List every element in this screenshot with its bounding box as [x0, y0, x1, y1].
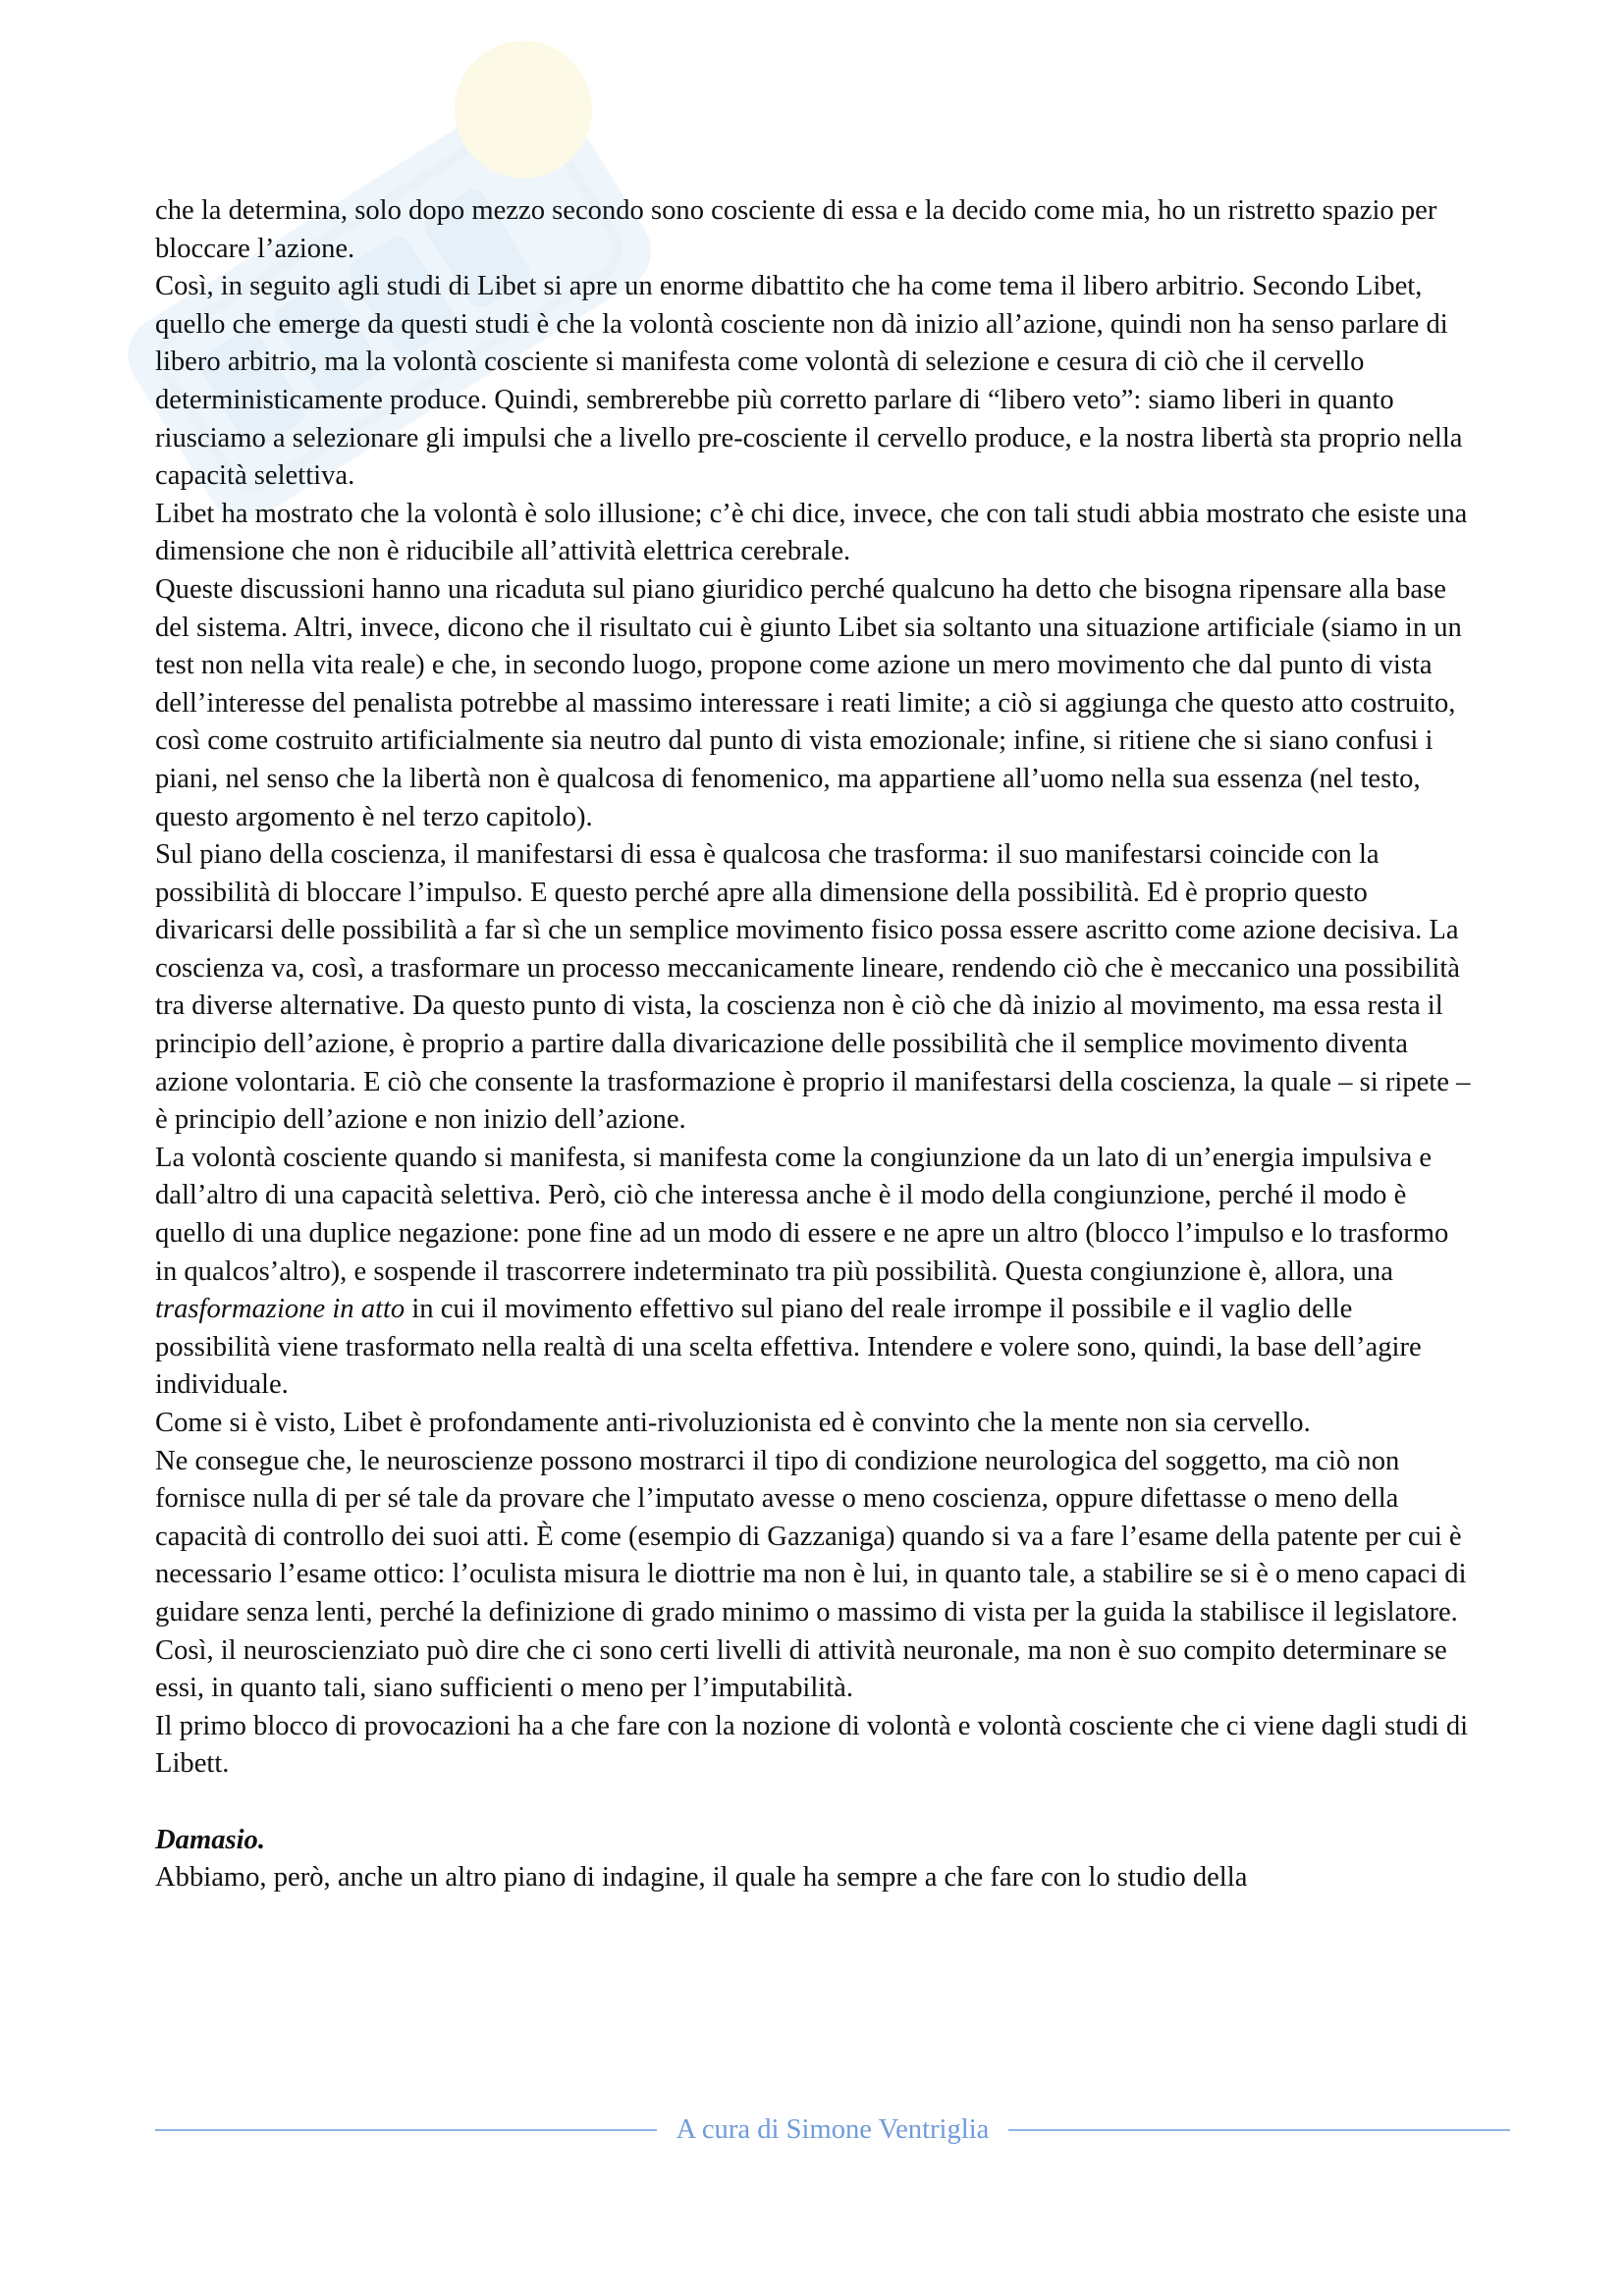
page-footer: [155, 2110, 1510, 2150]
paragraph-with-emphasis: [155, 1140, 1471, 1405]
paragraph: Ne consegue che, le neuroscienze possono mostrarci il tipo di condizione neurologica del soggetto, ma ciò non fornisce nulla di per sé tale da provare che l’imputato avesse o meno coscienza, oppure difettasse o meno della capacità di controllo dei suoi atti. È come (esempio di Gazzaniga) quando si va a fare l’esame della patente per cui è necessario l’esame ottico: l’oculista misura le diottrie ma non è lui, in quanto tale, a stabilire se si è o meno capaci di guidare senza lenti, perché la definizione di grado minimo o massimo di vista per la guida la stabilisce il legislatore. Così, il neuroscienziato può dire che ci sono certi livelli di attività neuronale, ma non è suo compito determinare se essi, in quanto tali, siano sufficienti o meno per l’imputabilità.: [155, 1445, 1467, 1704]
paragraph: Così, in seguito agli studi di Libet si apre un enorme dibattito che ha come tema il libero arbitrio. Secondo Libet, quello che emerge da questi studi è che la volontà cosciente non dà inizio all’azione, quindi non ha senso parlare di libero arbitrio, ma la volontà cosciente si manifesta come volontà di selezione e cesura di ciò che il cervello deterministicamente produce. Quindi, sembrerebbe più corretto parlare di “libero veto”: siamo liberi in quanto riusciamo a selezionare gli impulsi che a livello pre-cosciente il cervello produce, e la nostra libertà sta proprio nella capacità selettiva.: [155, 271, 1463, 492]
paragraph-text: in cui il movimento effettivo sul piano del reale irrompe il possibile e il vaglio delle possibilità viene trasformato nella realtà di una scelta effettiva. Intendere e volere sono, quindi, la base dell’agire individuale.: [155, 1294, 1422, 1401]
paragraph: Il primo blocco di provocazioni ha a che fare con la nozione di volontà e volontà cosciente che ci viene dagli studi di Libett.: [155, 1710, 1469, 1780]
footer-rule-right: [1008, 2129, 1510, 2131]
paragraph: Come si è visto, Libet è profondamente anti-rivoluzionista ed è convinto che la mente non sia cervello.: [155, 1408, 1311, 1438]
paragraph: Libet ha mostrato che la volontà è solo illusione; c’è chi dice, invece, che con tali studi abbia mostrato che esiste una dimensione che non è riducibile all’attività elettrica cerebrale.: [155, 498, 1468, 567]
document-body: [155, 192, 1471, 1897]
paragraph-text: La volontà cosciente quando si manifesta, si manifesta come la congiunzione da un lato di un’energia impulsiva e dall’altro di una capacità selettiva. Però, ciò che interessa anche è il modo della congiunzione, perché il modo è quello di una duplice negazione: pone fine ad un modo di essere e ne apre un altro (blocco l’impulso e lo trasformo in qualcos’altro), e sospende il trascorrere indeterminato tra più possibilità. Questa congiunzione è, allora, una: [155, 1142, 1449, 1287]
footer-author: A cura di Simone Ventriglia: [676, 2114, 990, 2145]
paragraph: Sul piano della coscienza, il manifestarsi di essa è qualcosa che trasforma: il suo manifestarsi coincide con la possibilità di bloccare l’impulso. E questo perché apre alla dimensione della possibilità. Ed è proprio questo divaricarsi delle possibilità a far sì che un semplice movimento fisico possa essere ascritto come azione decisiva. La coscienza va, così, a trasformare un processo meccanicamente lineare, rendendo ciò che è meccanico una possibilità tra diverse alternative. Da questo punto di vista, la coscienza non è ciò che dà inizio al movimento, ma essa resta il principio dell’azione, è proprio a partire dalla divaricazione delle possibilità che il semplice movimento diventa azione volontaria. E ciò che consente la trasformazione è proprio il manifestarsi della coscienza, la quale – si ripete – è principio dell’azione e non inizio dell’azione.: [155, 839, 1471, 1136]
paragraph: Abbiamo, però, anche un altro piano di indagine, il quale ha sempre a che fare con lo studio della: [155, 1862, 1248, 1894]
emphasized-phrase: trasformazione in atto: [155, 1294, 406, 1325]
paragraph: Queste discussioni hanno una ricaduta sul piano giuridico perché qualcuno ha detto che bisogna ripensare alla base del sistema. Altri, invece, dicono che il risultato cui è giunto Libet sia soltanto una situazione artificiale (siamo in un test non nella vita reale) e che, in secondo luogo, propone come azione un mero movimento che dal punto di vista dell’interesse del penalista potrebbe al massimo interessare i reati limite; a ciò si aggiunga che questo atto costruito, così come costruito artificialmente sia neutro dal punto di vista emozionale; infine, si ritiene che si siano confusi i piani, nel senso che la libertà non è qualcosa di fenomenico, ma appartiene all’uomo nella sua essenza (nel testo, questo argomento è nel terzo capitolo).: [155, 573, 1462, 832]
paragraph: che la determina, solo dopo mezzo secondo sono cosciente di essa e la decido come mia, ho un ristretto spazio per bloccare l’azione.: [155, 195, 1437, 264]
footer-rule-left: [155, 2129, 657, 2131]
section-heading: Damasio.: [155, 1824, 266, 1855]
